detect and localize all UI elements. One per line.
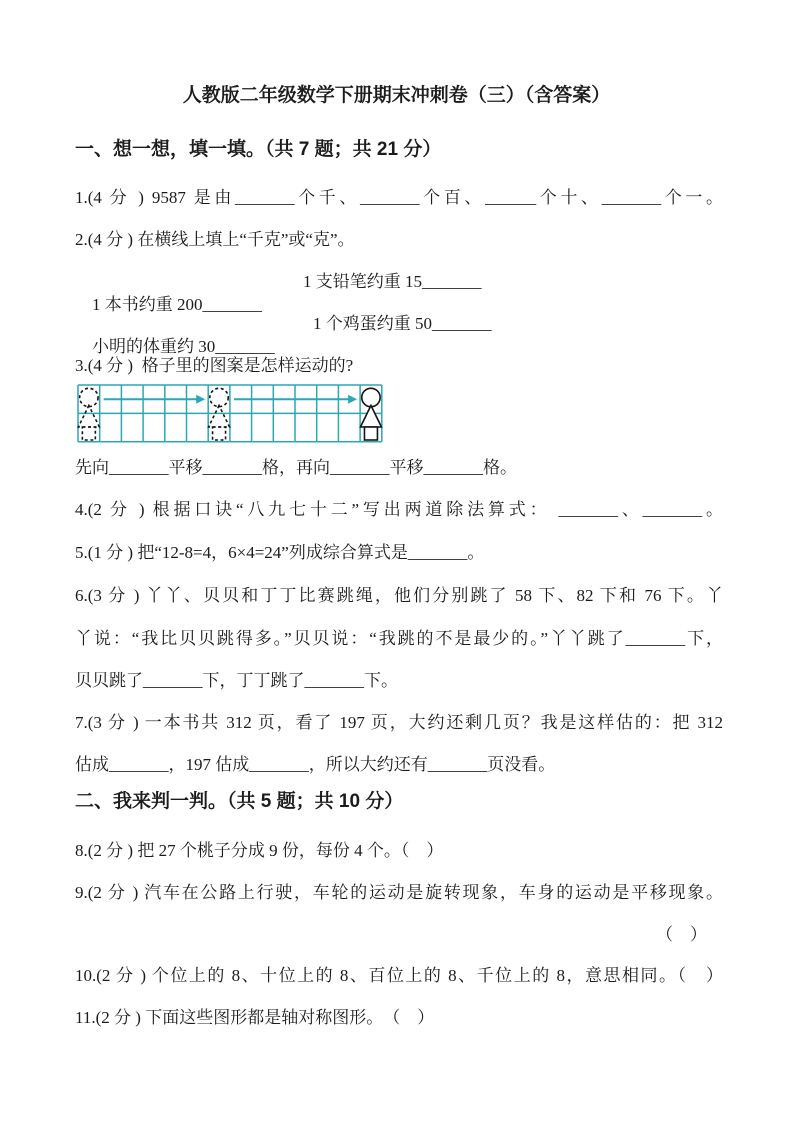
question-6-line-3: 贝贝跳了_______下，丁丁跳了_______下。 [75,671,398,690]
section-1-heading: 一、想一想，填一填。（共 7 题；共 21 分） [75,139,442,160]
question-7-line-1: 7.(3 分 ) 一本书共 312 页，看了 197 页，大约还剩几页？我是这样估的：把 312 [75,713,723,732]
pattern-grid [76,383,384,447]
question-2-blank-pencil: 1 支铅笔约重 15_______ [303,272,482,291]
question-2-blank-weight: 小明的体重约 30_______ [92,337,275,356]
question-6-line-2: 丫说：“我比贝贝跳得多。”贝贝说：“我跳的不是最少的。”丫丫跳了_______下， [75,629,723,648]
question-7-line-2: 估成_______，197 估成_______，所以大约还有_______页没看。 [75,755,556,774]
question-3-answer-line: 先向_______平移_______格，再向_______平移_______格。 [75,458,517,477]
question-2-blank-egg: 1 个鸡蛋约重 50_______ [313,314,492,333]
question-1: 1.(4 分 ) 9587 是由_______个千、_______个百、______个十、_______个一。 [75,188,723,207]
section-2-heading: 二、我来判一判。（共 5 题；共 10 分） [75,791,404,812]
question-10: 10.(2 分 ) 个位上的 8、十位上的 8、百位上的 8、千位上的 8，意思相同。（ ） [75,966,723,985]
question-4: 4.(2 分 ) 根据口诀“八九七十二”写出两道除法算式： _______、_______。 [75,500,723,519]
question-5: 5.(1 分 ) 把“12-8=4，6×4=24”列成综合算式是_______。 [75,543,485,562]
question-2-blank-book: 1 本书约重 200_______ [92,295,262,314]
question-9-answer-parentheses: （ ） [656,925,707,944]
question-2-stem: 2.(4 分 ) 在横线上填上“千克”或“克”。 [75,230,355,249]
question-11: 11.(2 分 ) 下面这些图形都是轴对称图形。 （ ） [75,1008,435,1027]
question-3-stem: 3.(4 分 ) 格子里的图案是怎样运动的? [75,356,354,375]
question-9-line-1: 9.(2 分 ) 汽车在公路上行驶，车轮的运动是旋转现象，车身的运动是平移现象。 [75,883,723,902]
page-title: 人教版二年级数学下册期末冲刺卷（三）（含答案） [182,85,611,106]
question-6-line-1: 6.(3 分 ) 丫丫、贝贝和丁丁比赛跳绳，他们分别跳了 58 下、82 下和 76 下。丫 [75,586,723,605]
question-8: 8.(2 分 ) 把 27 个桃子分成 9 份，每份 4 个。（ ） [75,841,444,860]
